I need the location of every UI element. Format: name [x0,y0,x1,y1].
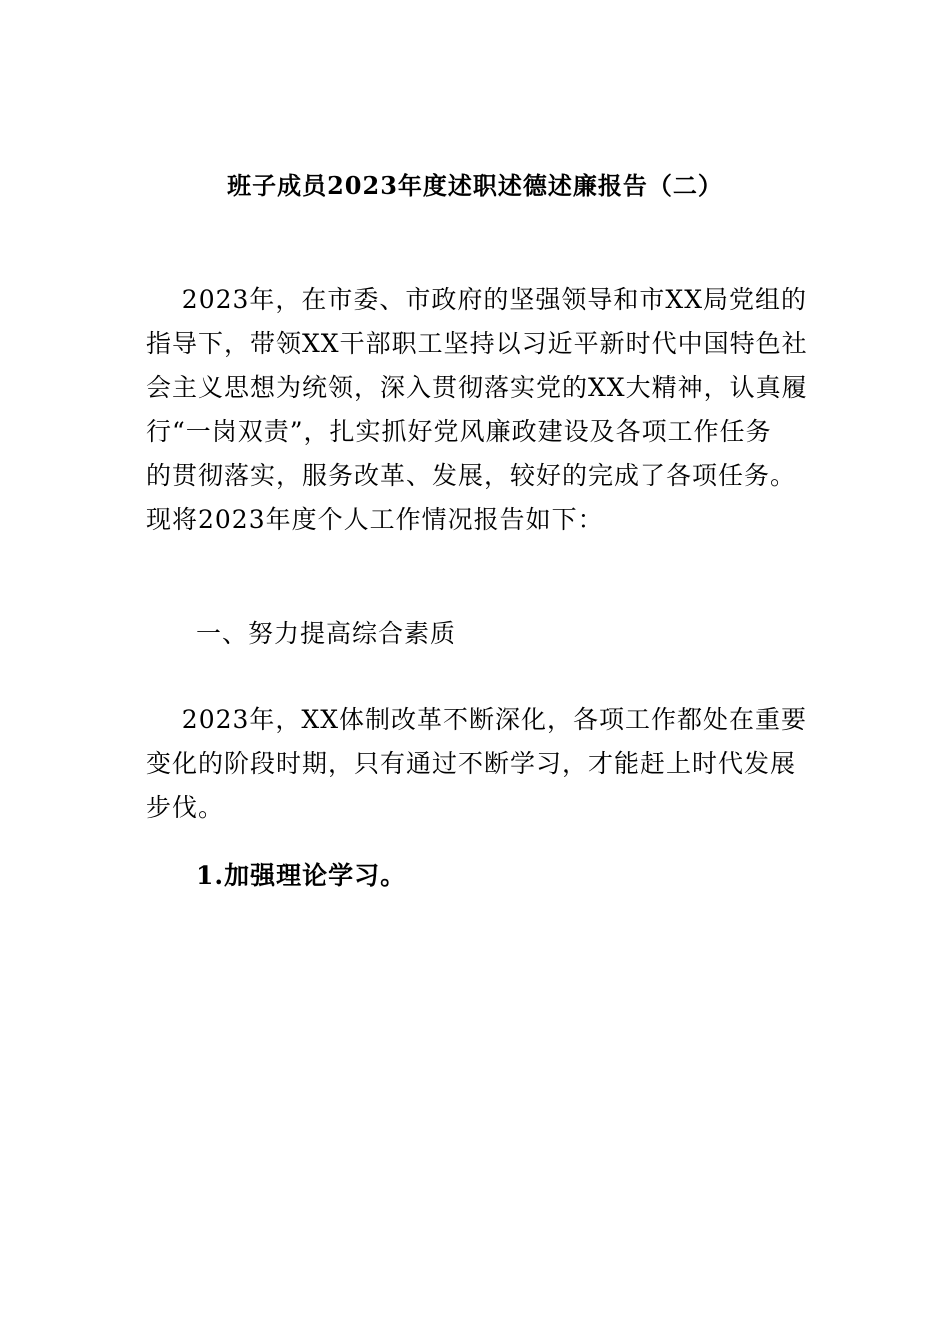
paragraph-line: 行“一岗双责”，扎实抓好党风廉政建设及各项工作任务 [146,417,772,446]
section-heading: 一、努力提高综合素质 [196,619,457,648]
paragraph-line: 2023年，在市委、市政府的坚强领导和市XX局党组的 [146,285,808,314]
paragraph-section-one [146,698,806,830]
paragraph-line: 指导下，带领XX干部职工坚持以习近平新时代中国特色社 [146,329,808,358]
paragraph-line: 的贯彻落实，服务改革、发展，较好的完成了各项任务。 [146,461,797,490]
paragraph-line: 现将2023年度个人工作情况报告如下： [146,505,604,534]
paragraph-line: 2023年，XX体制改革不断深化，各项工作都处在重要 [146,705,808,734]
paragraph-intro [146,278,806,542]
paragraph-line: 会主义思想为统领，深入贯彻落实党的XX大精神，认真履 [146,373,808,402]
paragraph-line: 步伐。 [146,793,225,822]
document-title: 班子成员2023年度述职述德述廉报告（二） [227,171,723,200]
paragraph-line: 变化的阶段时期，只有通过不断学习，才能赶上时代发展 [146,749,797,778]
subsection-heading: 1.加强理论学习。 [196,861,407,890]
